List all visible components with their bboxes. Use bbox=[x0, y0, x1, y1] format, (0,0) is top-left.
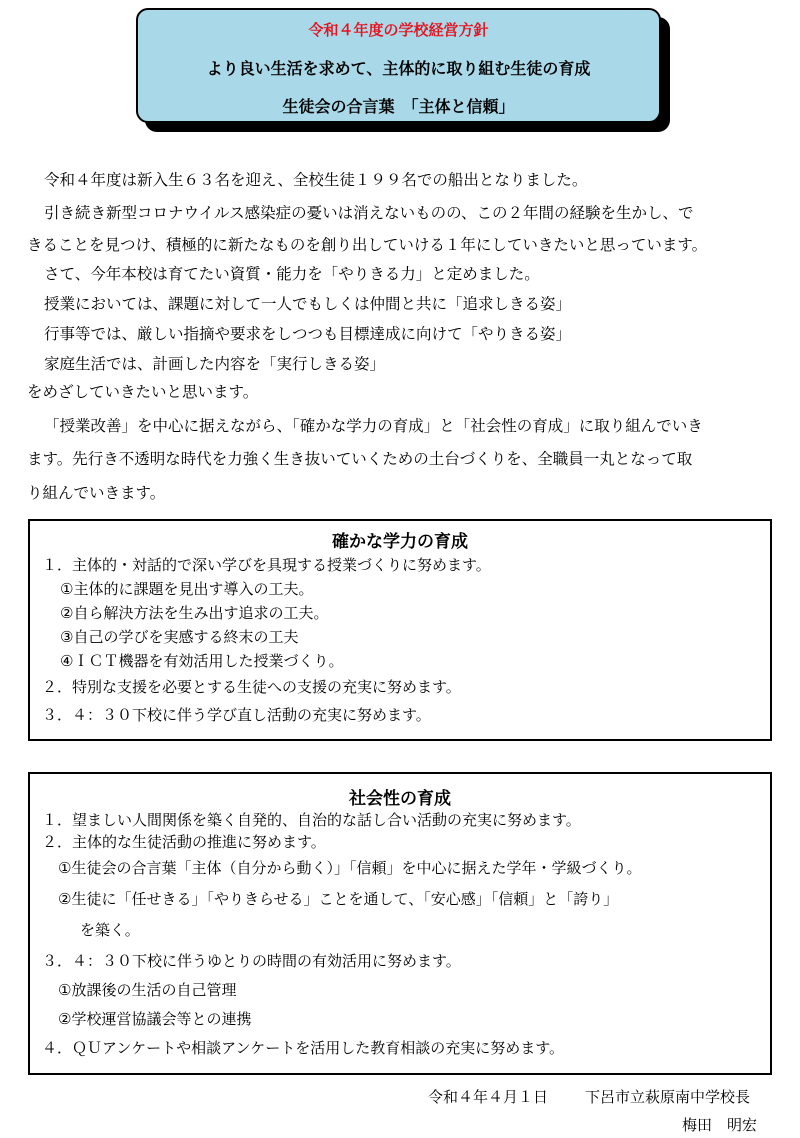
intro-line: り組んでいきます。 bbox=[27, 484, 166, 502]
list-item: ①生徒会の合言葉「主体（自分から動く）」「信頼」を中心に据えた学年・学級づくり。 bbox=[58, 859, 642, 877]
intro-line: 「授業改善」を中心に据えながら、「確かな学力の育成」と「社会性の育成」に取り組んでいき bbox=[44, 417, 703, 435]
list-item: ３．４：３０下校に伴う学び直し活動の充実に努めます。 bbox=[42, 706, 431, 724]
policy-title: 令和４年度の学校経営方針 bbox=[308, 21, 489, 39]
list-item: ②学校運営協議会等との連携 bbox=[58, 1010, 252, 1028]
list-item: ②生徒に「任せきる」「やりきらせる」ことを通して、「安心感」「信頼」と「誇り」 bbox=[58, 890, 619, 908]
school-goal: より良い生活を求めて、主体的に取り組む生徒の育成 bbox=[206, 59, 591, 78]
list-item: ３．４：３０下校に伴うゆとりの時間の有効活用に努めます。 bbox=[42, 952, 461, 970]
signature-date: 令和４年４月１日 bbox=[428, 1088, 549, 1106]
list-item: を築く。 bbox=[80, 921, 140, 939]
list-item: ４．ＱＵアンケートや相談アンケートを活用した教育相談の充実に努めます。 bbox=[42, 1039, 565, 1057]
intro-line: 令和４年度は新入生６３名を迎え、全校生徒１９９名での船出となりました。 bbox=[44, 171, 588, 189]
signature-school: 下呂市立萩原南中学校長 bbox=[585, 1088, 751, 1106]
list-item: ③自己の学びを実感する終末の工夫 bbox=[60, 628, 299, 646]
sociality-box bbox=[28, 772, 772, 1075]
box-title: 社会性の育成 bbox=[349, 789, 451, 809]
intro-line: 引き続き新型コロナウイルス感染症の憂いは消えないものの、この２年間の経験を生かし、で bbox=[44, 204, 694, 222]
list-item: ２．特別な支援を必要とする生徒への支援の充実に努めます。 bbox=[42, 678, 461, 696]
intro-line: さて、今年本校は育てたい資質・能力を「やりきる力」と定めました。 bbox=[44, 265, 540, 283]
intro-line: をめざしていきたいと思います。 bbox=[27, 383, 259, 401]
header-banner bbox=[136, 8, 661, 123]
student-council-motto: 生徒会の合言葉 「主体と信頼」 bbox=[282, 97, 515, 116]
list-item: ①放課後の生活の自己管理 bbox=[58, 981, 237, 999]
box-title: 確かな学力の育成 bbox=[332, 532, 468, 552]
intro-line: 行事等では、厳しい指摘や要求をしつつも目標達成に向けて「やりきる姿」 bbox=[44, 325, 572, 343]
list-item: ②自ら解決方法を生み出す追求の工夫。 bbox=[60, 604, 329, 622]
intro-line: 家庭生活では、計画した内容を「実行しきる姿」 bbox=[44, 355, 386, 373]
list-item: １．望ましい人間関係を築く自発的、自治的な話し合い活動の充実に努めます。 bbox=[42, 811, 581, 829]
signature-name: 梅田 明宏 bbox=[682, 1116, 758, 1134]
list-item: ④ＩＣＴ機器を有効活用した授業づくり。 bbox=[60, 652, 344, 670]
academic-ability-box bbox=[28, 519, 772, 741]
list-item: ①主体的に課題を見出す導入の工夫。 bbox=[60, 580, 314, 598]
intro-line: 授業においては、課題に対して一人でもしくは仲間と共に「追求しきる姿」 bbox=[44, 295, 572, 313]
intro-line: きることを見つけ、積極的に新たなものを創り出していける１年にしていきたいと思っています。 bbox=[27, 236, 708, 254]
list-item: １．主体的・対話的で深い学びを具現する授業づくりに努めます。 bbox=[42, 556, 491, 574]
intro-line: ます。先行き不透明な時代を力強く生き抜いていくための土台づくりを、全職員一丸となって取 bbox=[27, 450, 693, 468]
list-item: ２．主体的な生徒活動の推進に努めます。 bbox=[42, 833, 326, 851]
